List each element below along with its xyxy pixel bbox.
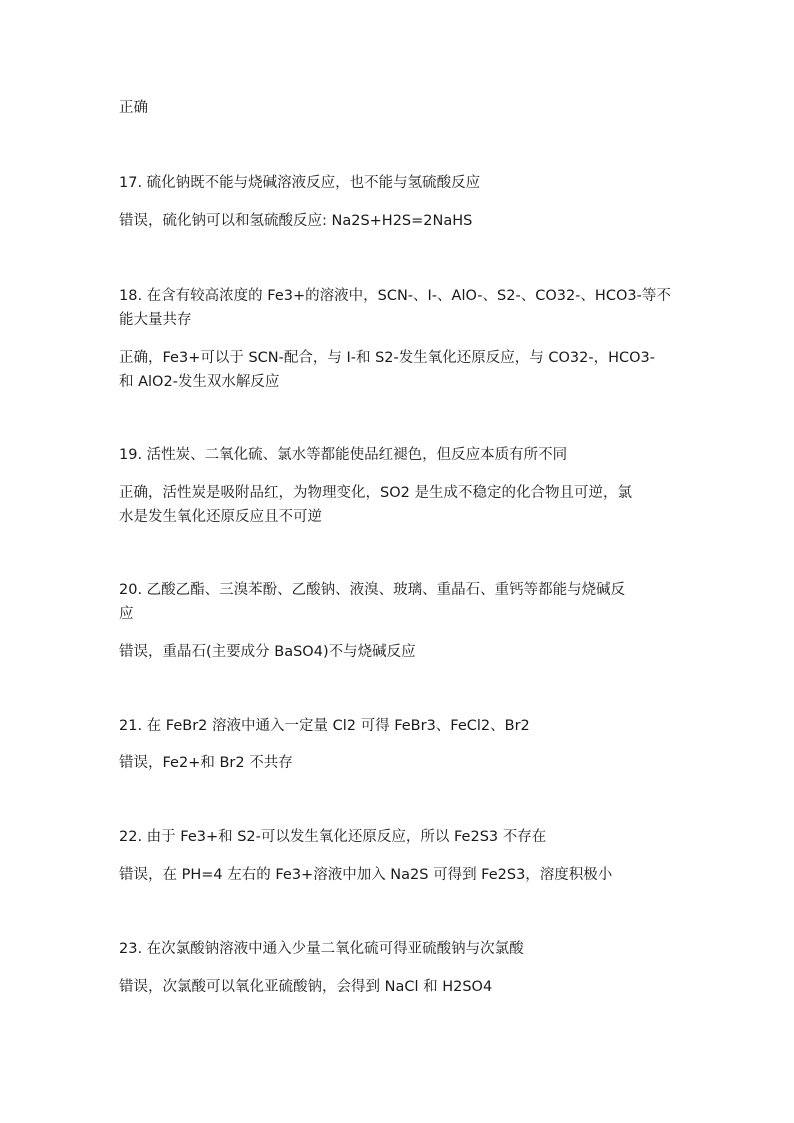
answer-line: 正确 [119,100,148,116]
answer-17: 错误，硫化钠可以和氢硫酸反应: Na2S+H2S=2NaHS [119,213,473,229]
answer-18-line-2: 和 AlO2-发生双水解反应 [119,374,280,390]
answer-18-line-1: 正确，Fe3+可以于 SCN-配合，与 I-和 S2-发生氧化还原反应，与 CO32-，HCO3- [119,350,655,366]
question-20-line-2: 应 [119,606,134,622]
question-19: 19. 活性炭、二氧化硫、氯水等都能使品红褪色，但反应本质有所不同 [119,447,568,463]
answer-21: 错误，Fe2+和 Br2 不共存 [119,755,293,771]
question-18-line-2: 能大量共存 [119,312,192,328]
answer-23: 错误，次氯酸可以氧化亚硫酸钠，会得到 NaCl 和 H2SO4 [119,979,493,995]
question-21: 21. 在 FeBr2 溶液中通入一定量 Cl2 可得 FeBr3、FeCl2、Br2 [119,718,530,734]
question-23: 23. 在次氯酸钠溶液中通入少量二氧化硫可得亚硫酸钠与次氯酸 [119,941,524,957]
answer-19-line-2: 水是发生氧化还原反应且不可逆 [119,509,322,525]
question-17: 17. 硫化钠既不能与烧碱溶液反应，也不能与氢硫酸反应 [119,175,481,191]
answer-19-line-1: 正确，活性炭是吸附品红，为物理变化，SO2 是生成不稳定的化合物且可逆，氯 [119,485,632,501]
question-22: 22. 由于 Fe3+和 S2-可以发生氧化还原反应，所以 Fe2S3 不存在 [119,829,547,845]
answer-20: 错误，重晶石(主要成分 BaSO4)不与烧碱反应 [119,644,416,660]
answer-22: 错误，在 PH=4 左右的 Fe3+溶液中加入 Na2S 可得到 Fe2S3，溶度积极小 [119,867,613,883]
question-20-line-1: 20. 乙酸乙酯、三溴苯酚、乙酸钠、液溴、玻璃、重晶石、重钙等都能与烧碱反 [119,582,626,598]
question-18-line-1: 18. 在含有较高浓度的 Fe3+的溶液中，SCN-、I-、AlO-、S2-、CO32-、HCO3-等不 [119,288,671,304]
